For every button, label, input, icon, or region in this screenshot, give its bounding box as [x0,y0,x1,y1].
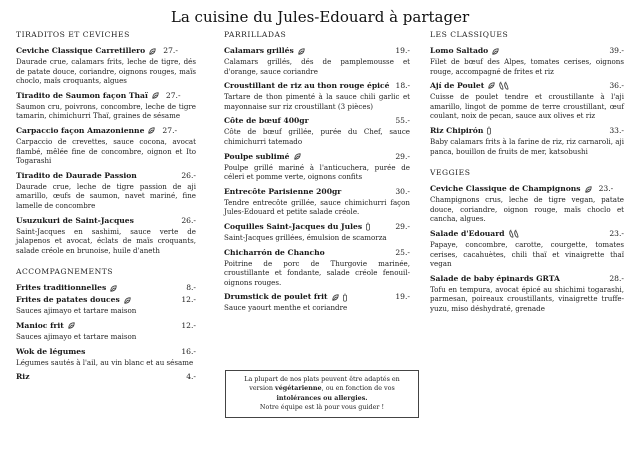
dish-price: 29.- [395,151,410,161]
menu-item [16,372,196,382]
notice-line [230,394,414,403]
page-title: La cuisine du Jules-Edouard à partager [170,8,470,26]
section-title: ACCOMPAGNEMENTS [16,267,113,277]
menu-item [16,347,196,368]
dish-price: 25.- [395,247,410,257]
pepper-icon [486,126,492,135]
menu-item [430,46,624,76]
dish-name: Frites traditionnelles [16,283,107,293]
menu-item [16,126,196,166]
section-title: TIRADITOS ET CEVICHES [16,30,130,39]
dish-price: 12.- [181,320,196,330]
leaf-icon [293,152,302,161]
dish-price: 26.- [181,215,196,225]
dish-name: Lomo Saltado [430,46,489,55]
dish-name: Ají de Poulet [430,81,485,91]
menu-item [224,152,410,182]
dish-description: Tartare de thon pimenté à la sauce chili garlic et mayonnaise sur riz croustillant (3 pièces) [224,92,410,111]
dish-name: Ceviche Classique de Champignons [430,184,581,194]
leaf-icon [123,296,132,305]
dish-description: Sauces ajimayo et tartare maison [16,331,137,341]
menu-item [224,222,410,243]
dish-name: Poulpe sublimé [224,151,290,161]
menu-item [16,321,196,342]
menu-item [16,171,196,211]
dish-description: Poulpe grillé mariné à l'anticuchera, purée de céleri et pomme verte, oignons confits [224,162,410,182]
dish-name: Tiradito de Daurade Passion [16,170,137,180]
dish-name: Frites de patates douces [16,295,120,305]
dish-description: Côte de bœuf grillée, purée du Chef, sauce chimichurri tatemado [224,127,410,146]
menu-item [224,81,410,111]
menu-item [430,274,624,314]
dish-description: Sauce yaourt menthe et coriandre [224,303,348,313]
dish-price: 19.- [395,46,410,55]
dish-price: 27.- [165,90,181,100]
menu-item [16,216,196,256]
dish-description: Champignons crus, leche de tigre vegan, patate douce, coriandre, oignon rouge, maïs choclo et cancha, algues. [430,195,624,224]
menu-item [430,126,624,156]
dish-name: Tiradito de Saumon façon Thaï [16,90,148,100]
menu-item [430,184,624,224]
dish-price: 33.- [609,125,624,135]
dish-description: Saint-Jacques grillées, émulsion de scamorza [224,232,387,242]
menu-item [224,248,410,288]
dish-description: Sauces ajimayo et tartare maison [16,306,137,316]
dish-description: Légumes sautés à l'ail, au vin blanc et au sésame [16,357,194,367]
dish-description: Saumon cru, poivrons, concombre, leche de tigre tamarin, chimichurri Thaï, graines de sésame [16,101,196,121]
dish-name: Chicharrón de Chancho [224,247,325,257]
dish-price: 23.- [598,184,614,194]
pepper-icon [365,222,371,231]
dish-name: Wok de légumes [16,346,86,356]
leaf-icon [491,47,500,56]
menu-item [224,46,410,76]
menu-item [430,81,624,121]
section-title: PARRILLADAS [224,30,287,39]
dish-price: 19.- [395,292,410,302]
leaf-icon [148,47,157,56]
dish-price: 8.- [186,283,196,293]
leaf-icon [147,126,156,135]
dish-name: Côte de bœuf 400gr [224,116,309,126]
menu-item [224,116,410,146]
dish-name: Drumstick de poulet frit [224,292,328,302]
notice-emphasis: intolérances ou allergies. [276,393,368,402]
notice-line: La plupart de nos plats peuvent être adaptés en [244,375,400,383]
menu-item [16,295,196,316]
section-title: VEGGIES [430,168,471,178]
notice-emphasis: végétarienne [274,384,322,393]
dish-description: Filet de bœuf des Alpes, tomates cerises, oignons rouge, accompagné de frites et riz [430,57,624,76]
dish-name: Riz Chipirón [430,125,484,135]
dish-price: 28.- [609,273,624,283]
leaf-icon [331,293,340,302]
dish-description: Poitrine de porc de Thurgovie marinée, croustillante et fondante, salade créole fenouil-oignons rouges. [224,258,410,287]
dish-price: 16.- [181,346,196,356]
dish-price: 26.- [181,170,196,180]
dish-price: 27.- [162,125,178,135]
dish-description: Tofu en tempura, avocat épicé au shichimi togarashi, parmesan, poireaux croustillants, vinaigrette truffe-yuzu, miso déshydraté, grenade [430,284,624,313]
menu-item [16,46,196,86]
menu-column-2 [224,30,410,318]
dish-price: 27.- [163,46,178,55]
leaf-icon [67,321,76,330]
leaf-icon [151,91,160,100]
dish-price: 29.- [395,221,410,231]
dish-name: Coquilles Saint-Jacques du Jules [224,221,363,231]
notice-line: version végétarienne, ou en fonction de vos [249,384,395,393]
dish-description: Calamars grillés, dés de pamplemousse et d'orange, sauce coriandre [224,57,410,76]
dish-description: Tendre entrecôte grillée, sauce chimichurri façon Jules-Edouard et petite salade créole. [224,197,410,217]
dish-price: 4.- [186,372,196,382]
menu-column-1 [16,30,196,387]
dish-name: Carpaccio façon Amazonienne [16,125,145,135]
chili-icon [508,229,520,239]
dish-name: Salade d'Edouard [430,228,505,238]
dish-name: Salade de baby épinards GRTA [430,273,560,283]
menu-item [16,91,196,121]
dish-description: Baby calamars frits à la farine de riz, riz carnaroli, aji panca, bouillon de fruits de mer, katsobushi [430,136,624,156]
dish-price: 12.- [181,295,196,305]
dish-description: Daurade crue, calamars frits, leche de tigre, dés de patate douce, coriandre, oignons rouges, maïs choclo, maïs croquants, algues [16,57,196,86]
menu-item [16,283,196,293]
dish-price: 36.- [609,81,624,91]
dietary-notice-box [225,370,419,418]
dish-name: Calamars grillés [224,46,294,55]
menu-item [430,229,624,269]
notice-line: Notre équipe est là pour vous guider ! [259,403,385,412]
dish-name: Manioc frit [16,320,64,330]
dish-description: Daurade crue, leche de tigre passion de aji amarillo, œufs de saumon, navet mariné, fine lamelle de concombre [16,181,196,210]
menu-column-3 [430,30,624,319]
leaf-icon [297,47,306,56]
dish-description: Carpaccio de crevettes, sauce cocona, avocat flambé, mêlée fine de concombre, oignon et Ito Togarashi [16,136,196,166]
section-title: LES CLASSIQUES [430,30,509,39]
dish-description: Papaye, concombre, carotte, courgette, tomates cerises, cacahuètes, chili thaï et vinaigrette thaï vegan [430,239,624,269]
dish-name: Usuzukuri de Saint-Jacques [16,215,134,225]
leaf-icon [487,81,496,91]
dish-price: 30.- [395,186,410,196]
leaf-icon [584,185,593,194]
menu-item [224,187,410,217]
leaf-icon [109,284,118,293]
dish-description: Saint-Jacques en sashimi, sauce verte de jalapenos et avocat, éclats de maïs croquants, salade créole en brunoise, huile d'aneth [16,226,196,255]
dish-name: Entrecôte Parisienne 200gr [224,186,342,196]
chili-icon [498,81,510,91]
dish-name: Croustillant de riz au thon rouge épicé [224,81,390,91]
dish-price: 18.- [395,81,411,91]
dish-description: Cuisse de poulet tendre et croustillante à l'aji amarillo, lingot de pomme de terre croustillant, œuf coulant, noix de pecan, sauce aux olives et riz [430,92,624,121]
dish-name: Riz [16,372,30,382]
dish-price: 23.- [609,228,624,238]
dish-price: 55.- [395,116,410,126]
pepper-icon [342,293,348,302]
menu-item [224,292,410,313]
dish-price: 39.- [609,46,624,55]
dish-name: Ceviche Classique Carretillero [16,46,146,55]
